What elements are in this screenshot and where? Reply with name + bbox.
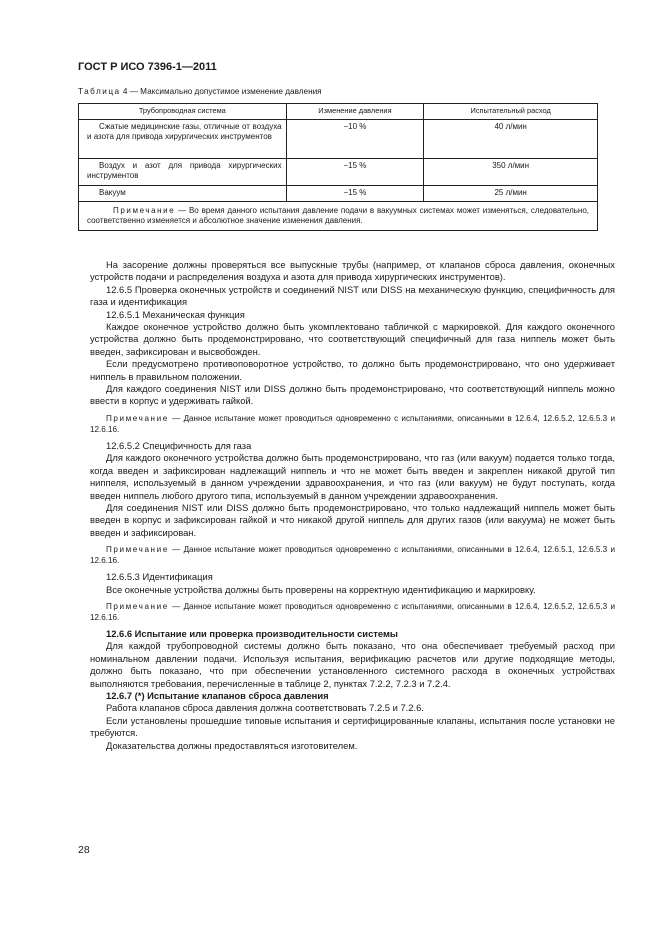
table-note-prefix: Примечание (113, 206, 176, 215)
subsection-heading: 12.6.5.3 Идентификация (106, 571, 213, 583)
paragraph: Для каждого соединения NIST или DISS должно быть продемонстрировано, что соответствующий ниппель можно ввести в корпус и удерживать гайкой. (90, 383, 615, 407)
table-cell-system: Сжатые медицинские газы, отличные от воздуха и азота для привода хирургических инструментов (79, 120, 287, 159)
note (90, 544, 615, 566)
table-cell-flow: 350 л/мин (424, 159, 598, 186)
table-note (79, 202, 598, 231)
table-cell-pressure: −15 % (286, 159, 424, 186)
paragraph: Каждое оконечное устройство должно быть укомплектовано табличкой с маркировкой. Для каждого оконечного устройства должно быть продемонстрировано, что соответствующий специфичный для газа ниппель может быть введен, зафиксирован и высвобожден. (90, 321, 615, 357)
note (90, 601, 615, 623)
paragraph: Для каждой трубопроводной системы должно быть показано, что она обеспечивает требуемый расход при номинальном давлении подачи. Используя испытания, верификацию расчетов или другие подходящие методы, должно быть показано, что при обеспечении установленного системного расхода в оконечных устройствах выполняются требования, перечисленные в таблице 2, пунктах 7.2.2, 7.2.3 и 7.2.4. (90, 640, 615, 689)
body-text (90, 259, 615, 752)
paragraph: Для каждого оконечного устройства должно быть продемонстрировано, что газ (или вакуум) подается только тогда, когда введен и зафиксирован надлежащий ниппель и что не может быть введен и закреплен никакой другой тип ниппеля, используемый в данном учреждении здравоохранения, и что газ (или вакуум) не будут поступать, когда введен ниппель любого другого типа, используемый в данном учреждении здравоохранения. (90, 452, 615, 501)
note-prefix: Примечание (106, 545, 169, 555)
table-header-cell: Испытательный расход (424, 104, 598, 120)
table-cell-pressure: −10 % (286, 120, 424, 159)
paragraph: На засорение должны проверяться все выпускные трубы (например, от клапанов сброса давления, оконечных устройств подачи и распределения воздуха и азота для привода хирургических инструментов). (90, 259, 615, 283)
table-cell-pressure: −15 % (286, 186, 424, 202)
note-prefix: Примечание (106, 413, 169, 423)
table-caption (78, 87, 322, 96)
paragraph: Все оконечные устройства должны быть проверены на корректную идентификацию и маркировку. (106, 583, 536, 595)
section-heading-12-6-7: 12.6.7 (*) Испытание клапанов сброса давления (106, 689, 329, 701)
paragraph: Если предусмотрено противоповоротное устройство, то должно быть продемонстрировано, что оно удерживает ниппель в правильном положении. (90, 358, 615, 382)
subsection-heading: 12.6.5.2 Специфичность для газа (106, 439, 252, 451)
table-cell-flow: 40 л/мин (424, 120, 598, 159)
note (90, 413, 615, 435)
note-text: — Данное испытание может проводиться одновременно с испытаниями, описанными в 12.6.4, 12.6.5.2, 12.6.5.3 и 12.6.16. (90, 601, 615, 622)
paragraph: Доказательства должны предоставляться изготовителем. (106, 739, 358, 751)
section-heading-12-6-6: 12.6.6 Испытание или проверка производительности системы (106, 627, 398, 639)
table-cell-flow: 25 л/мин (424, 186, 598, 202)
page-number: 28 (78, 844, 90, 856)
note-prefix: Примечание (106, 601, 169, 611)
table-note-text: — Во время данного испытания давление подачи в вакуумных системах может изменяться, следовательно, соответственно изменяется и абсолютное значение изменения давления. (87, 206, 589, 225)
table-header-cell: Трубопроводная система (79, 104, 287, 120)
table-header-cell: Изменение давления (286, 104, 424, 120)
paragraph: Для соединения NIST или DISS должно быть продемонстрировано, что только надлежащий ниппель может быть введен в корпус и зафиксирован гайкой и что никакой другой ниппель для других газов (или вакуума) не может быть введен и зафиксирован. (90, 501, 615, 538)
table-row (79, 186, 598, 202)
note-text: — Данное испытание может проводиться одновременно с испытаниями, описанными в 12.6.4, 12.6.5.1, 12.6.5.3 и 12.6.16. (90, 545, 615, 566)
table-caption-prefix: Таблица (78, 87, 121, 96)
table-cell-system: Воздух и азот для привода хирургических инструментов (79, 159, 287, 186)
pressure-table (78, 103, 598, 231)
note-text: — Данное испытание может проводиться одновременно с испытаниями, описанными в 12.6.4, 12.6.5.2, 12.6.5.3 и 12.6.16. (90, 413, 615, 434)
subsection-heading: 12.6.5.1 Механическая функция (106, 308, 245, 320)
table-caption-text: 4 — Максимально допустимое изменение давления (120, 87, 322, 96)
document-header: ГОСТ Р ИСО 7396-1—2011 (78, 61, 217, 73)
paragraph: Работа клапанов сброса давления должна соответствовать 7.2.5 и 7.2.6. (106, 702, 424, 714)
table-row (79, 120, 598, 159)
table-header-row (79, 104, 598, 120)
section-heading-12-6-5: 12.6.5 Проверка оконечных устройств и соединений NIST или DISS на механическую функцию, специфичность для газа и идентификация (90, 283, 615, 308)
table-cell-system: Вакуум (79, 186, 287, 202)
table-note-row (79, 202, 598, 231)
table-row (79, 159, 598, 186)
paragraph: Если установлены прошедшие типовые испытания и сертифицированные клапаны, испытания после установки не требуются. (90, 714, 615, 739)
